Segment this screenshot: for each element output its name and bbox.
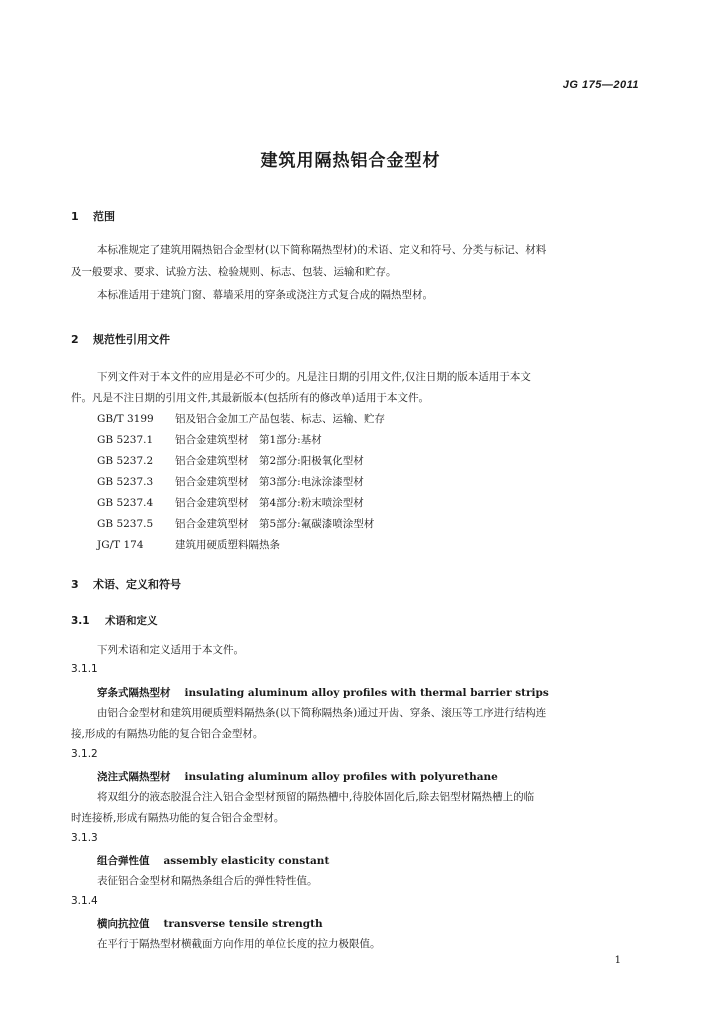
definition-line: 表征铝合金型材和隔热条组合后的弹性特性值。 — [97, 875, 318, 887]
term-cn: 穿条式隔热型材 — [97, 687, 171, 699]
reference-code: GB 5237.5 — [97, 518, 154, 530]
term-heading — [97, 853, 329, 868]
clause-number: 3.1.3 — [71, 832, 98, 844]
definition-line: 由铝合金型材和建筑用硬质塑料隔热条(以下简称隔热条)通过开齿、穿条、滚压等工序进行结构连 — [97, 707, 547, 719]
reference-item — [97, 432, 322, 447]
term-heading — [97, 916, 323, 931]
reference-code: GB 5237.3 — [97, 476, 154, 488]
definition-line: 时连接桥,形成有隔热功能的复合铝合金型材。 — [71, 812, 285, 824]
section-1-heading — [71, 208, 115, 224]
subsection-3-1-heading — [71, 613, 158, 628]
clause-number: 3.1.1 — [71, 663, 98, 675]
paragraph-line: 及一般要求、要求、试验方法、检验规则、标志、包装、运输和贮存。 — [71, 266, 397, 278]
term-en: assembly elasticity constant — [163, 855, 330, 867]
section-title: 范围 — [93, 210, 115, 223]
clause-number: 3.1.4 — [71, 895, 98, 907]
section-title: 术语、定义和符号 — [93, 578, 181, 591]
definition-line: 将双组分的液态胶混合注入铝合金型材预留的隔热槽中,待胶体固化后,除去铝型材隔热槽上的临 — [97, 791, 535, 803]
subsection-title: 术语和定义 — [105, 615, 158, 627]
term-heading — [97, 685, 549, 700]
reference-code: JG/T 174 — [97, 539, 144, 551]
reference-item — [97, 537, 280, 552]
term-heading — [97, 769, 498, 784]
subsection-number: 3.1 — [71, 615, 90, 627]
reference-item — [97, 453, 364, 468]
standard-code: JG 175—2011 — [562, 79, 639, 91]
term-en: transverse tensile strength — [163, 918, 323, 930]
definition-line: 接,形成的有隔热功能的复合铝合金型材。 — [71, 728, 264, 740]
section-3-heading — [71, 576, 181, 592]
term-cn: 横向抗拉值 — [97, 918, 150, 930]
term-en: insulating aluminum alloy profiles with thermal barrier strips — [184, 687, 549, 699]
section-number: 1 — [71, 210, 79, 223]
reference-title: 铝合金建筑型材 第5部分:氟碳漆喷涂型材 — [175, 518, 375, 530]
page-number: 1 — [614, 955, 621, 966]
paragraph-line: 件。凡是不注日期的引用文件,其最新版本(包括所有的修改单)适用于本文件。 — [71, 392, 430, 404]
reference-code: GB/T 3199 — [97, 413, 154, 425]
reference-item — [97, 411, 385, 426]
reference-code: GB 5237.2 — [97, 455, 154, 467]
section-number: 2 — [71, 333, 79, 346]
reference-item — [97, 516, 374, 531]
reference-item — [97, 474, 364, 489]
reference-title: 铝合金建筑型材 第3部分:电泳涂漆型材 — [175, 476, 364, 488]
section-2-heading — [71, 331, 170, 347]
term-cn: 组合弹性值 — [97, 855, 150, 867]
reference-title: 铝合金建筑型材 第4部分:粉末喷涂型材 — [175, 497, 364, 509]
paragraph-line: 本标准规定了建筑用隔热铝合金型材(以下简称隔热型材)的术语、定义和符号、分类与标记、材料 — [97, 244, 547, 256]
reference-title: 铝合金建筑型材 第1部分:基材 — [175, 434, 322, 446]
paragraph-line: 本标准适用于建筑门窗、幕墙采用的穿条或浇注方式复合成的隔热型材。 — [97, 289, 433, 301]
reference-title: 铝合金建筑型材 第2部分:阳极氧化型材 — [175, 455, 364, 467]
reference-title: 铝及铝合金加工产品包装、标志、运输、贮存 — [175, 413, 385, 425]
document-title: 建筑用隔热铝合金型材 — [260, 151, 441, 171]
paragraph-line: 下列文件对于本文件的应用是必不可少的。凡是注日期的引用文件,仅注日期的版本适用于本文 — [97, 371, 531, 383]
reference-title: 建筑用硬质塑料隔热条 — [175, 539, 280, 551]
reference-code: GB 5237.4 — [97, 497, 154, 509]
paragraph-line: 下列术语和定义适用于本文件。 — [97, 644, 244, 656]
reference-code: GB 5237.1 — [97, 434, 154, 446]
clause-number: 3.1.2 — [71, 748, 98, 760]
definition-line: 在平行于隔热型材横截面方向作用的单位长度的拉力极限值。 — [97, 938, 381, 950]
reference-item — [97, 495, 364, 510]
section-number: 3 — [71, 578, 79, 591]
term-cn: 浇注式隔热型材 — [97, 771, 171, 783]
term-en: insulating aluminum alloy profiles with polyurethane — [184, 771, 498, 783]
section-title: 规范性引用文件 — [93, 333, 170, 346]
